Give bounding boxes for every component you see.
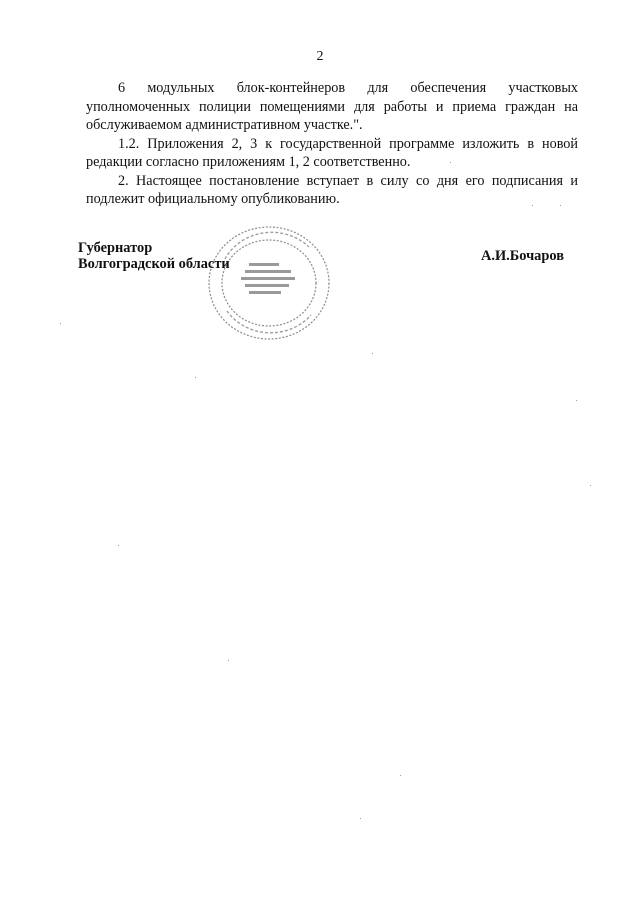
signatory-region: Волгоградской области (78, 256, 230, 272)
document-body (86, 79, 578, 209)
page-number: 2 (316, 49, 324, 64)
paragraph-1-continued: уполномоченных полиции помещениями для работы и приема граждан на обслуживаемом административном участке.". (86, 98, 578, 133)
signatory-title: Губернатор (78, 240, 153, 256)
signatory-position (78, 240, 230, 272)
paragraph-1: 6 модульных блок-контейнеров для обеспечения участковых (118, 80, 578, 96)
paragraph-3: 2. Настоящее постановление вступает в силу со дня его подписания и подлежит официальному опубликованию. (86, 172, 578, 207)
signatory-name: А.И.Бочаров (480, 248, 564, 264)
paragraph-2: 1.2. Приложения 2, 3 к государственной программе изложить в новой редакции согласно приложениям 1, 2 соответственно. (86, 135, 578, 170)
